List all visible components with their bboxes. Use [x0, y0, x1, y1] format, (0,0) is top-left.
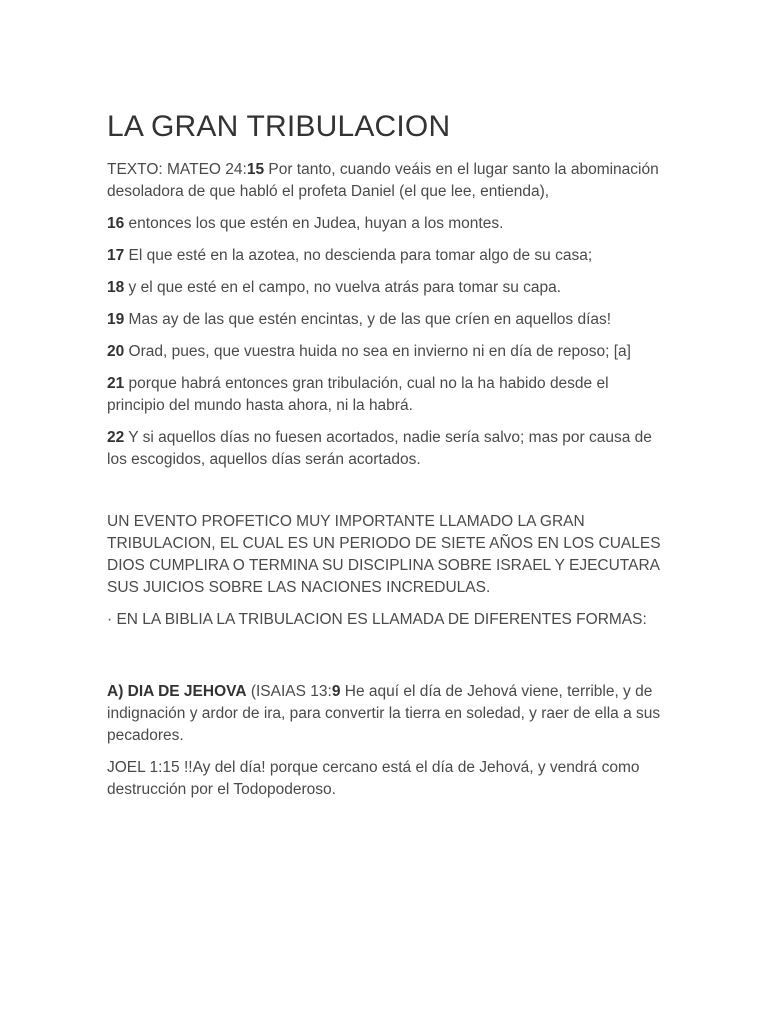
- verse-text: El que esté en la azotea, no descienda para tomar algo de su casa;: [124, 247, 593, 264]
- verse-text: He aquí el día de Jehová viene, terrible, y de indignación y ardor de ira, para convertir la tierra en soledad, y raer de ella a sus pecadores.: [107, 683, 661, 744]
- verse-22: [107, 427, 663, 471]
- section-a-reference: (ISAIAS 13:: [246, 683, 332, 700]
- spacer: [107, 481, 663, 511]
- bible-names-paragraph: · EN LA BIBLIA LA TRIBULACION ES LLAMADA DE DIFERENTES FORMAS:: [107, 611, 647, 628]
- prophetic-event-paragraph: UN EVENTO PROFETICO MUY IMPORTANTE LLAMADO LA GRAN TRIBULACION, EL CUAL ES UN PERIODO DE SIETE AÑOS EN LOS CUALES DIOS CUMPLIRA O TERMINA SU DISCIPLINA SOBRE ISRAEL Y EJECUTARA SUS JUICIOS SOBRE LAS NACIONES INCREDULAS.: [107, 513, 661, 596]
- section-a-label: A) DIA DE JEHOVA: [107, 683, 247, 700]
- verse-16: [107, 213, 663, 235]
- verse-number: 17: [107, 247, 125, 264]
- verse-number: 9: [331, 683, 341, 700]
- verse-17: [107, 245, 663, 267]
- verse-number: 21: [107, 375, 125, 392]
- joel-paragraph: JOEL 1:15 !!Ay del día! porque cercano está el día de Jehová, y vendrá como destrucción por el Todopoderoso.: [107, 759, 640, 798]
- verse-21: [107, 373, 663, 417]
- verse-number: 22: [107, 429, 125, 446]
- verse-text: Por tanto, cuando veáis en el lugar santo la abominación desoladora de que habló el profeta Daniel (el que lee, entienda),: [107, 161, 659, 200]
- verse-20: [107, 341, 663, 363]
- intro-prefix: TEXTO: MATEO 24:: [107, 161, 247, 178]
- document-page: [107, 107, 663, 811]
- verse-number: 18: [107, 279, 125, 296]
- verse-18: [107, 277, 663, 299]
- verse-text: Y si aquellos días no fuesen acortados, nadie sería salvo; mas por causa de los escogidos, aquellos días serán acortados.: [107, 429, 652, 468]
- intro-paragraph: [107, 159, 663, 203]
- verse-text: Mas ay de las que estén encintas, y de las que críen en aquellos días!: [124, 311, 612, 328]
- verse-number: 15: [246, 161, 265, 178]
- section-a-paragraph: [107, 681, 663, 747]
- verse-number: 20: [107, 343, 125, 360]
- document-title: LA GRAN TRIBULACION: [107, 110, 451, 143]
- verse-text: Orad, pues, que vuestra huida no sea en invierno ni en día de reposo; [a]: [124, 343, 631, 360]
- verse-text: y el que esté en el campo, no vuelva atrás para tomar su capa.: [124, 279, 562, 296]
- verse-text: entonces los que estén en Judea, huyan a los montes.: [124, 215, 504, 232]
- verse-19: [107, 309, 663, 331]
- spacer: [107, 641, 663, 681]
- verse-text: porque habrá entonces gran tribulación, cual no la ha habido desde el principio del mundo hasta ahora, ni la habrá.: [107, 375, 609, 414]
- verse-number: 19: [107, 311, 125, 328]
- verse-number: 16: [107, 215, 125, 232]
